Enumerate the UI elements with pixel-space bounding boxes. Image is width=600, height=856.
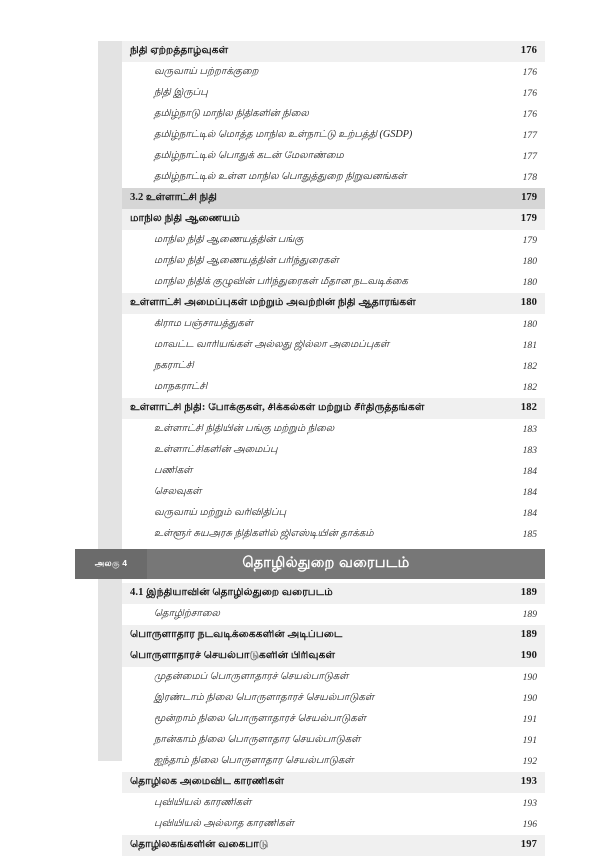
toc-page-number: 190 bbox=[520, 650, 537, 662]
toc-row[interactable] bbox=[122, 667, 545, 688]
toc-page-number: 178 bbox=[522, 171, 537, 183]
toc-row[interactable] bbox=[122, 461, 545, 482]
toc-entry-label: உள்ளாட்சிகளின் அமைப்பு bbox=[154, 445, 278, 456]
toc-row[interactable] bbox=[122, 419, 545, 440]
toc-entry-label: தமிழ்நாட்டில் பொதுக் கடன் மேலாண்மை bbox=[154, 151, 344, 162]
toc-entry-label: ஐந்தாம் நிலை பொருளாதார செயல்பாடுகள் bbox=[154, 756, 354, 767]
toc-page-number: 176 bbox=[522, 66, 537, 78]
unit-banner bbox=[75, 549, 545, 579]
toc-row[interactable] bbox=[122, 625, 545, 646]
toc-entry-label: கிராம பஞ்சாயத்துகள் bbox=[154, 319, 254, 330]
toc-page-number: 184 bbox=[522, 465, 537, 477]
toc-page-number: 181 bbox=[522, 339, 537, 351]
toc-entry-label: 4.1 இந்தியாவின் தொழில்துறை வரைபடம் bbox=[130, 588, 333, 599]
toc-row[interactable] bbox=[122, 503, 545, 524]
toc-entry-label: மூன்றாம் நிலை பொருளாதாரச் செயல்பாடுகள் bbox=[154, 714, 366, 725]
toc-page-number: 191 bbox=[522, 734, 537, 746]
toc-page-number: 179 bbox=[522, 234, 537, 246]
toc-page-number: 176 bbox=[522, 108, 537, 120]
toc-page-number: 197 bbox=[520, 839, 537, 851]
toc-row[interactable] bbox=[122, 335, 545, 356]
toc-row[interactable] bbox=[122, 377, 545, 398]
toc-entry-label: நிதி ஏற்றத்தாழ்வுகள் bbox=[130, 46, 229, 57]
toc-row[interactable] bbox=[122, 814, 545, 835]
toc-page-number: 180 bbox=[522, 318, 537, 330]
toc-entry-label: உள்ளாட்சி அமைப்புகள் மற்றும் அவற்றின் நிதி ஆதாரங்கள் bbox=[130, 298, 416, 309]
toc-row[interactable] bbox=[122, 583, 545, 604]
toc-row[interactable] bbox=[122, 772, 545, 793]
toc-row[interactable] bbox=[122, 188, 545, 209]
toc-entry-label: புவியியல் காரணிகள் bbox=[154, 798, 252, 809]
toc-page-number: 182 bbox=[522, 360, 537, 372]
toc-row[interactable] bbox=[122, 314, 545, 335]
toc-page-number: 182 bbox=[522, 381, 537, 393]
toc-page-number: 177 bbox=[522, 150, 537, 162]
toc-row[interactable] bbox=[122, 272, 545, 293]
toc-row[interactable] bbox=[122, 83, 545, 104]
toc-entry-label: இரண்டாம் நிலை பொருளாதாரச் செயல்பாடுகள் bbox=[154, 693, 375, 704]
toc-row[interactable] bbox=[122, 146, 545, 167]
toc-page-number: 180 bbox=[522, 276, 537, 288]
toc-entry-label: தொழிலக அமைவிட காரணிகள் bbox=[130, 777, 285, 788]
toc-page-number: 179 bbox=[520, 213, 537, 225]
toc-page-number: 189 bbox=[520, 587, 537, 599]
toc-row[interactable] bbox=[122, 751, 545, 772]
toc-row[interactable] bbox=[122, 104, 545, 125]
toc-row[interactable] bbox=[122, 230, 545, 251]
toc-entry-label: வருவாய் பற்றாக்குறை bbox=[154, 67, 259, 78]
toc-entry-label: மாநில நிதிக் குழுவின் பரிந்துரைகள் மீதான நடவடிக்கை bbox=[154, 277, 408, 288]
toc-page-number: 191 bbox=[522, 713, 537, 725]
toc-row[interactable] bbox=[122, 125, 545, 146]
toc-page-number: 183 bbox=[522, 423, 537, 435]
toc-page-number: 189 bbox=[520, 629, 537, 641]
toc-page-number: 176 bbox=[522, 87, 537, 99]
toc-entry-label: வருவாய் மற்றும் வரிவிதிப்பு bbox=[154, 508, 287, 519]
toc-row[interactable] bbox=[122, 293, 545, 314]
toc-entry-label: தமிழ்நாட்டில் மொத்த மாநில உள்நாட்டு உற்பத்தி (GSDP) bbox=[154, 130, 413, 141]
toc-entry-label: மாநில நிதி ஆணையம் bbox=[130, 214, 240, 225]
toc-page-number: 180 bbox=[522, 255, 537, 267]
toc-page-number: 182 bbox=[520, 402, 537, 414]
toc-entry-label: தமிழ்நாடு மாநில நிதிகளின் நிலை bbox=[154, 109, 309, 120]
toc-page-number: 176 bbox=[520, 45, 537, 57]
toc-row[interactable] bbox=[122, 398, 545, 419]
toc-page-number: 184 bbox=[522, 507, 537, 519]
toc-page-number: 192 bbox=[522, 755, 537, 767]
toc-row[interactable] bbox=[122, 251, 545, 272]
toc-row[interactable] bbox=[122, 646, 545, 667]
toc-page-number: 179 bbox=[521, 192, 537, 204]
toc-entry-label: தமிழ்நாட்டில் உள்ள மாநில பொதுத்துறை நிறுவனங்கள் bbox=[154, 172, 407, 183]
toc-row[interactable] bbox=[122, 793, 545, 814]
toc-row[interactable] bbox=[122, 356, 545, 377]
toc-entry-label: நிதி இருப்பு bbox=[154, 88, 208, 99]
unit-number-chip: அலகு 4 bbox=[75, 549, 147, 579]
toc-entry-label: மாநில நிதி ஆணையத்தின் பங்கு bbox=[154, 235, 304, 246]
toc-page-number: 193 bbox=[520, 776, 537, 788]
toc-entry-label: மாவட்ட வாரியங்கள் அல்லது ஜில்லா அமைப்புகள் bbox=[154, 340, 390, 351]
toc-page-number: 180 bbox=[520, 297, 537, 309]
toc-page-number: 189 bbox=[522, 608, 537, 620]
toc-page-number: 185 bbox=[522, 528, 537, 540]
toc-entry-label: முதன்மைப் பொருளாதாரச் செயல்பாடுகள் bbox=[154, 672, 349, 683]
toc-entry-label: உள்ளாட்சி நிதியின் பங்கு மற்றும் நிலை bbox=[154, 424, 335, 435]
toc-entry-label: மாநில நிதி ஆணையத்தின் பரிந்துரைகள் bbox=[154, 256, 339, 267]
toc-row[interactable] bbox=[122, 604, 545, 625]
toc-entry-label: நகராட்சி bbox=[154, 361, 194, 372]
toc-entry-label: தொழிலகங்களின் வகைபாடு bbox=[130, 840, 269, 851]
toc-entry-label: உள்ளூர் சுயஅரசு நிதிகளில் ஜிஎஸ்டியின் தாக்கம் bbox=[154, 529, 374, 540]
toc-page-number: 177 bbox=[522, 129, 537, 141]
toc-page-number: 184 bbox=[522, 486, 537, 498]
toc-entry-label: செலவுகள் bbox=[154, 487, 202, 498]
unit-title: தொழில்துறை வரைபடம் bbox=[242, 555, 410, 571]
toc-row[interactable] bbox=[122, 709, 545, 730]
toc-page-number: 193 bbox=[522, 797, 537, 809]
toc-row[interactable] bbox=[122, 688, 545, 709]
toc-row[interactable] bbox=[122, 440, 545, 461]
toc-list-after-unit bbox=[122, 583, 545, 856]
toc-row[interactable] bbox=[122, 524, 545, 545]
toc-row[interactable] bbox=[122, 41, 545, 62]
toc-page-number: 196 bbox=[522, 818, 537, 830]
toc-entry-label: பொருளாதார நடவடிக்கைகளின் அடிப்படை bbox=[130, 630, 343, 641]
toc-entry-label: உள்ளாட்சி நிதி: போக்குகள், சிக்கல்கள் மற்றும் சீர்திருத்தங்கள் bbox=[130, 403, 425, 414]
toc-entry-label: நான்காம் நிலை பொருளாதார செயல்பாடுகள் bbox=[154, 735, 361, 746]
left-margin-band bbox=[98, 41, 122, 761]
toc-entry-label: 3.2 உள்ளாட்சி நிதி bbox=[130, 193, 217, 204]
toc-row[interactable] bbox=[122, 730, 545, 751]
toc-entry-label: மாநகராட்சி bbox=[154, 382, 208, 393]
toc-row[interactable] bbox=[122, 835, 545, 856]
toc-row[interactable] bbox=[122, 209, 545, 230]
toc-row[interactable] bbox=[122, 62, 545, 83]
toc-entry-label: தொழிற்சாலை bbox=[154, 609, 220, 620]
toc-page-number: 190 bbox=[522, 692, 537, 704]
toc-list-before-unit bbox=[122, 41, 545, 545]
toc-entry-label: பணிகள் bbox=[154, 466, 193, 477]
toc-row[interactable] bbox=[122, 482, 545, 503]
toc-page-number: 190 bbox=[522, 671, 537, 683]
toc-entry-label: புவியியல் அல்லாத காரணிகள் bbox=[154, 819, 295, 830]
toc-page-number: 183 bbox=[522, 444, 537, 456]
toc-entry-label: பொருளாதாரச் செயல்பாடுகளின் பிரிவுகள் bbox=[130, 651, 336, 662]
toc-row[interactable] bbox=[122, 167, 545, 188]
